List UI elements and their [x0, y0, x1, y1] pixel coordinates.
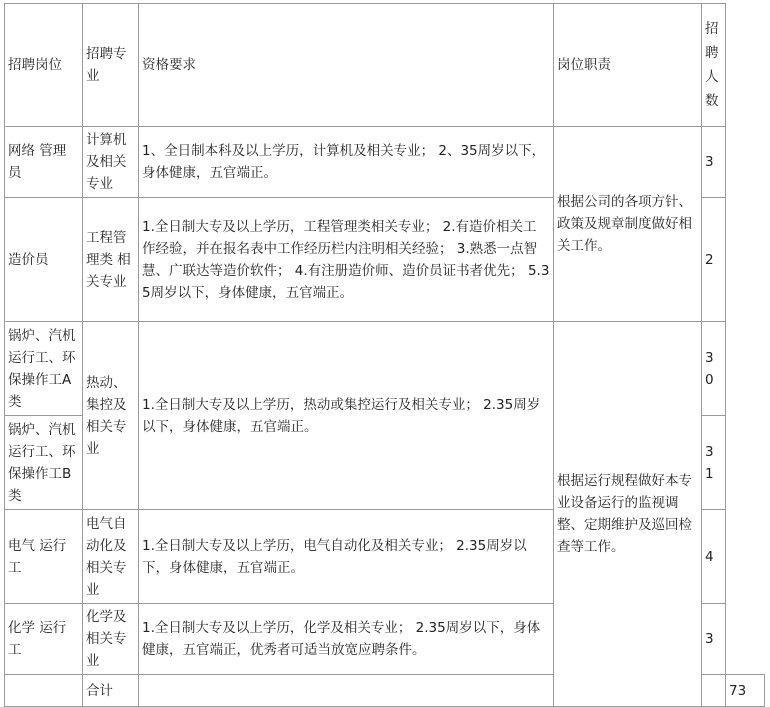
- header-requirements: 资格要求: [139, 4, 554, 127]
- header-duties: 岗位职责: [554, 4, 702, 127]
- cell-major: 工程管理类 相关专业: [83, 198, 139, 322]
- cell-count: 2: [702, 198, 726, 322]
- cell-total-blank-requirements: [139, 675, 554, 707]
- cell-requirements: 1.全日制大专及以上学历，化学及相关专业； 2.35周岁以下，身体健康，五官端正，优秀者可适当放宽应聘条件。: [139, 604, 554, 675]
- cell-duties-group-2: 根据运行规程做好本专业设备运行的监视调整、定期维护及巡回检查等工作。: [554, 322, 702, 707]
- cell-position: 造价员: [5, 198, 83, 322]
- cell-count: 31: [702, 416, 726, 510]
- cell-major: 计算机及相关专业: [83, 127, 139, 198]
- recruitment-table: [4, 3, 765, 707]
- cell-total-empty: [5, 675, 83, 707]
- header-row: [5, 4, 765, 127]
- cell-total-label: 合计: [83, 675, 139, 707]
- cell-position: 锅炉、汽机运行工、环保操作工A类: [5, 322, 83, 416]
- cell-count: 30: [702, 322, 726, 416]
- cell-count: 3: [702, 604, 726, 675]
- cell-position: 锅炉、汽机运行工、环保操作工B类: [5, 416, 83, 510]
- cell-count: 3: [702, 127, 726, 198]
- cell-requirements: 1、全日制本科及以上学历，计算机及相关专业； 2、35周岁以下，身体健康，五官端正。: [139, 127, 554, 198]
- header-position: 招聘岗位: [5, 4, 83, 127]
- cell-position: 网络 管理员: [5, 127, 83, 198]
- cell-requirements: 1.全日制大专及以上学历，电气自动化及相关专业； 2.35周岁以下，身体健康，五官端正。: [139, 510, 554, 604]
- header-major: 招聘专业: [83, 4, 139, 127]
- cell-major: 电气自动化及相关专业: [83, 510, 139, 604]
- cell-total-count: 73: [726, 675, 765, 707]
- table-row: [5, 127, 765, 198]
- cell-requirements: 1.全日制大专及以上学历，工程管理类相关专业； 2.有造价相关工作经验，并在报名表中工作经历栏内注明相关经验； 3.熟悉一点智慧、广联达等造价软件； 4.有注册造价师、造价员证书者优先； 5.35周岁以下，身体健康，五官端正。: [139, 198, 554, 322]
- cell-total-blank-duties: [702, 675, 726, 707]
- cell-position: 电气 运行工: [5, 510, 83, 604]
- table-row: [5, 322, 765, 416]
- header-count: 招聘人数: [702, 4, 726, 127]
- cell-major: 热动、集控及相关专业: [83, 322, 139, 510]
- cell-count: 4: [702, 510, 726, 604]
- cell-duties-group-1: 根据公司的各项方针、政策及规章制度做好相关工作。: [554, 127, 702, 322]
- cell-position: 化学 运行工: [5, 604, 83, 675]
- cell-major: 化学及相关专业: [83, 604, 139, 675]
- cell-requirements: 1.全日制大专及以上学历，热动或集控运行及相关专业； 2.35周岁以下，身体健康，五官端正。: [139, 322, 554, 510]
